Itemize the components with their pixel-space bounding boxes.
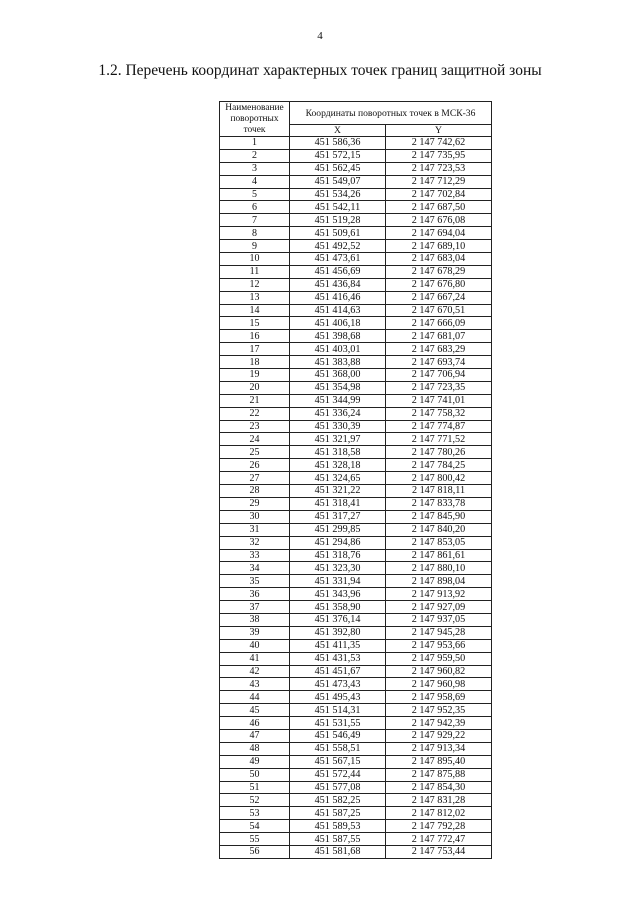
y-coordinate-cell: 2 147 937,05 [386,613,492,626]
table-header [220,102,492,137]
point-number-cell: 48 [220,742,290,755]
x-coordinate-cell: 451 414,63 [290,304,386,317]
point-number-cell: 10 [220,253,290,266]
point-number-cell: 27 [220,472,290,485]
point-number-cell: 43 [220,678,290,691]
x-coordinate-cell: 451 411,35 [290,639,386,652]
coordinates-group-header: Координаты поворотных точек в МСК-36 [290,102,492,125]
point-number-cell: 15 [220,317,290,330]
point-number-cell: 14 [220,304,290,317]
point-number-cell: 9 [220,240,290,253]
point-number-cell: 51 [220,781,290,794]
table-row [220,665,492,678]
x-coordinate-cell: 451 343,96 [290,588,386,601]
x-coordinate-cell: 451 451,67 [290,665,386,678]
x-column-header: X [290,125,386,137]
table-row [220,137,492,150]
table-row [220,845,492,858]
table-row [220,175,492,188]
x-coordinate-cell: 451 358,90 [290,601,386,614]
table-row [220,755,492,768]
x-coordinate-cell: 451 495,43 [290,691,386,704]
table-row [220,227,492,240]
y-coordinate-cell: 2 147 742,62 [386,137,492,150]
y-coordinate-cell: 2 147 681,07 [386,330,492,343]
x-coordinate-cell: 451 562,45 [290,162,386,175]
table-row [220,149,492,162]
y-coordinate-cell: 2 147 854,30 [386,781,492,794]
point-number-cell: 6 [220,201,290,214]
point-number-cell: 54 [220,820,290,833]
point-number-cell: 46 [220,717,290,730]
table-row [220,781,492,794]
point-number-cell: 56 [220,845,290,858]
y-coordinate-cell: 2 147 958,69 [386,691,492,704]
table-row [220,652,492,665]
x-coordinate-cell: 451 572,44 [290,768,386,781]
y-coordinate-cell: 2 147 929,22 [386,729,492,742]
y-coordinate-cell: 2 147 812,02 [386,807,492,820]
x-coordinate-cell: 451 581,68 [290,845,386,858]
table-row [220,678,492,691]
point-number-cell: 19 [220,369,290,382]
point-number-cell: 38 [220,613,290,626]
table-row [220,407,492,420]
y-coordinate-cell: 2 147 833,78 [386,497,492,510]
y-coordinate-cell: 2 147 780,26 [386,446,492,459]
x-coordinate-cell: 451 299,85 [290,523,386,536]
point-number-cell: 24 [220,433,290,446]
point-number-cell: 33 [220,549,290,562]
point-number-cell: 2 [220,149,290,162]
point-name-header: Наименование поворотных точек [220,102,290,137]
table-row [220,523,492,536]
y-coordinate-cell: 2 147 667,24 [386,291,492,304]
point-number-cell: 44 [220,691,290,704]
point-number-cell: 13 [220,291,290,304]
point-number-cell: 36 [220,588,290,601]
point-number-cell: 25 [220,446,290,459]
point-number-cell: 11 [220,265,290,278]
table-row [220,613,492,626]
x-coordinate-cell: 451 324,65 [290,472,386,485]
y-coordinate-cell: 2 147 913,34 [386,742,492,755]
y-coordinate-cell: 2 147 895,40 [386,755,492,768]
point-number-cell: 34 [220,562,290,575]
point-number-cell: 42 [220,665,290,678]
point-number-cell: 41 [220,652,290,665]
y-coordinate-cell: 2 147 927,09 [386,601,492,614]
x-coordinate-cell: 451 558,51 [290,742,386,755]
table-row [220,240,492,253]
table-row [220,369,492,382]
table-row [220,704,492,717]
table-row [220,742,492,755]
point-number-cell: 52 [220,794,290,807]
y-coordinate-cell: 2 147 945,28 [386,626,492,639]
table-row [220,549,492,562]
table-row [220,794,492,807]
y-coordinate-cell: 2 147 706,94 [386,369,492,382]
table-row [220,601,492,614]
x-coordinate-cell: 451 376,14 [290,613,386,626]
y-coordinate-cell: 2 147 670,51 [386,304,492,317]
x-coordinate-cell: 451 403,01 [290,343,386,356]
y-coordinate-cell: 2 147 771,52 [386,433,492,446]
table-row [220,639,492,652]
x-coordinate-cell: 451 383,88 [290,356,386,369]
y-coordinate-cell: 2 147 959,50 [386,652,492,665]
table-row [220,162,492,175]
y-coordinate-cell: 2 147 845,90 [386,510,492,523]
x-coordinate-cell: 451 317,27 [290,510,386,523]
y-coordinate-cell: 2 147 758,32 [386,407,492,420]
table-row [220,188,492,201]
point-number-cell: 17 [220,343,290,356]
y-coordinate-cell: 2 147 774,87 [386,420,492,433]
table-row [220,446,492,459]
x-coordinate-cell: 451 392,80 [290,626,386,639]
x-coordinate-cell: 451 294,86 [290,536,386,549]
point-number-cell: 40 [220,639,290,652]
x-coordinate-cell: 451 567,15 [290,755,386,768]
point-number-cell: 55 [220,833,290,846]
x-coordinate-cell: 451 582,25 [290,794,386,807]
x-coordinate-cell: 451 318,76 [290,549,386,562]
table-row [220,485,492,498]
point-number-cell: 39 [220,626,290,639]
y-coordinate-cell: 2 147 683,29 [386,343,492,356]
x-coordinate-cell: 451 519,28 [290,214,386,227]
x-coordinate-cell: 451 323,30 [290,562,386,575]
y-coordinate-cell: 2 147 784,25 [386,459,492,472]
table-row [220,201,492,214]
section-heading: 1.2. Перечень координат характерных точек границ защитной зоны [98,62,542,79]
point-number-cell: 26 [220,459,290,472]
y-column-header: Y [386,125,492,137]
table-row [220,394,492,407]
table-row [220,291,492,304]
table-row [220,472,492,485]
point-number-cell: 4 [220,175,290,188]
coordinates-table [219,101,492,859]
y-coordinate-cell: 2 147 953,66 [386,639,492,652]
y-coordinate-cell: 2 147 694,04 [386,227,492,240]
y-coordinate-cell: 2 147 678,29 [386,265,492,278]
table-row [220,626,492,639]
x-coordinate-cell: 451 492,52 [290,240,386,253]
y-coordinate-cell: 2 147 880,10 [386,562,492,575]
table-row [220,729,492,742]
point-number-cell: 30 [220,510,290,523]
point-number-cell: 21 [220,394,290,407]
x-coordinate-cell: 451 514,31 [290,704,386,717]
table-body [220,137,492,859]
x-coordinate-cell: 451 546,49 [290,729,386,742]
point-number-cell: 53 [220,807,290,820]
x-coordinate-cell: 451 473,43 [290,678,386,691]
table-row [220,253,492,266]
y-coordinate-cell: 2 147 960,98 [386,678,492,691]
y-coordinate-cell: 2 147 875,88 [386,768,492,781]
y-coordinate-cell: 2 147 702,84 [386,188,492,201]
x-coordinate-cell: 451 321,22 [290,485,386,498]
x-coordinate-cell: 451 473,61 [290,253,386,266]
x-coordinate-cell: 451 436,84 [290,278,386,291]
table-row [220,510,492,523]
y-coordinate-cell: 2 147 942,39 [386,717,492,730]
y-coordinate-cell: 2 147 753,44 [386,845,492,858]
table-row [220,381,492,394]
x-coordinate-cell: 451 509,61 [290,227,386,240]
table-row [220,807,492,820]
point-number-cell: 49 [220,755,290,768]
y-coordinate-cell: 2 147 676,80 [386,278,492,291]
table-row [220,317,492,330]
y-coordinate-cell: 2 147 723,53 [386,162,492,175]
point-number-cell: 12 [220,278,290,291]
y-coordinate-cell: 2 147 913,92 [386,588,492,601]
y-coordinate-cell: 2 147 666,09 [386,317,492,330]
x-coordinate-cell: 451 586,36 [290,137,386,150]
x-coordinate-cell: 451 406,18 [290,317,386,330]
table-row [220,562,492,575]
table-row [220,420,492,433]
table-row [220,833,492,846]
point-number-cell: 47 [220,729,290,742]
point-number-cell: 29 [220,497,290,510]
table-row [220,588,492,601]
point-number-cell: 20 [220,381,290,394]
y-coordinate-cell: 2 147 735,95 [386,149,492,162]
point-number-cell: 35 [220,575,290,588]
table-row [220,330,492,343]
x-coordinate-cell: 451 431,53 [290,652,386,665]
y-coordinate-cell: 2 147 741,01 [386,394,492,407]
point-number-cell: 50 [220,768,290,781]
x-coordinate-cell: 451 589,53 [290,820,386,833]
table-row [220,536,492,549]
x-coordinate-cell: 451 368,00 [290,369,386,382]
point-number-cell: 16 [220,330,290,343]
x-coordinate-cell: 451 318,41 [290,497,386,510]
table-row [220,768,492,781]
table-row [220,691,492,704]
table-row [220,459,492,472]
x-coordinate-cell: 451 344,99 [290,394,386,407]
point-number-cell: 18 [220,356,290,369]
x-coordinate-cell: 451 531,55 [290,717,386,730]
y-coordinate-cell: 2 147 683,04 [386,253,492,266]
point-number-cell: 31 [220,523,290,536]
y-coordinate-cell: 2 147 687,50 [386,201,492,214]
x-coordinate-cell: 451 318,58 [290,446,386,459]
point-number-cell: 45 [220,704,290,717]
x-coordinate-cell: 451 331,94 [290,575,386,588]
point-number-cell: 32 [220,536,290,549]
x-coordinate-cell: 451 456,69 [290,265,386,278]
table-row [220,820,492,833]
table-row [220,497,492,510]
y-coordinate-cell: 2 147 861,61 [386,549,492,562]
point-number-cell: 7 [220,214,290,227]
x-coordinate-cell: 451 330,39 [290,420,386,433]
table-row [220,356,492,369]
table-row [220,575,492,588]
x-coordinate-cell: 451 542,11 [290,201,386,214]
point-number-cell: 28 [220,485,290,498]
table-row [220,433,492,446]
y-coordinate-cell: 2 147 800,42 [386,472,492,485]
point-number-cell: 8 [220,227,290,240]
table-row [220,304,492,317]
table-row [220,343,492,356]
y-coordinate-cell: 2 147 831,28 [386,794,492,807]
point-number-cell: 5 [220,188,290,201]
point-number-cell: 22 [220,407,290,420]
page-number: 4 [317,30,323,42]
x-coordinate-cell: 451 321,97 [290,433,386,446]
table-row [220,265,492,278]
x-coordinate-cell: 451 336,24 [290,407,386,420]
x-coordinate-cell: 451 398,68 [290,330,386,343]
point-number-cell: 37 [220,601,290,614]
point-number-cell: 1 [220,137,290,150]
x-coordinate-cell: 451 572,15 [290,149,386,162]
y-coordinate-cell: 2 147 723,35 [386,381,492,394]
y-coordinate-cell: 2 147 693,74 [386,356,492,369]
x-coordinate-cell: 451 587,55 [290,833,386,846]
y-coordinate-cell: 2 147 772,47 [386,833,492,846]
y-coordinate-cell: 2 147 818,11 [386,485,492,498]
y-coordinate-cell: 2 147 712,29 [386,175,492,188]
y-coordinate-cell: 2 147 960,82 [386,665,492,678]
x-coordinate-cell: 451 328,18 [290,459,386,472]
x-coordinate-cell: 451 416,46 [290,291,386,304]
point-number-cell: 23 [220,420,290,433]
x-coordinate-cell: 451 354,98 [290,381,386,394]
table-row [220,278,492,291]
y-coordinate-cell: 2 147 840,20 [386,523,492,536]
table-row [220,717,492,730]
x-coordinate-cell: 451 549,07 [290,175,386,188]
y-coordinate-cell: 2 147 676,08 [386,214,492,227]
y-coordinate-cell: 2 147 792,28 [386,820,492,833]
point-number-cell: 3 [220,162,290,175]
y-coordinate-cell: 2 147 689,10 [386,240,492,253]
x-coordinate-cell: 451 587,25 [290,807,386,820]
x-coordinate-cell: 451 534,26 [290,188,386,201]
y-coordinate-cell: 2 147 853,05 [386,536,492,549]
y-coordinate-cell: 2 147 952,35 [386,704,492,717]
table-row [220,214,492,227]
y-coordinate-cell: 2 147 898,04 [386,575,492,588]
x-coordinate-cell: 451 577,08 [290,781,386,794]
